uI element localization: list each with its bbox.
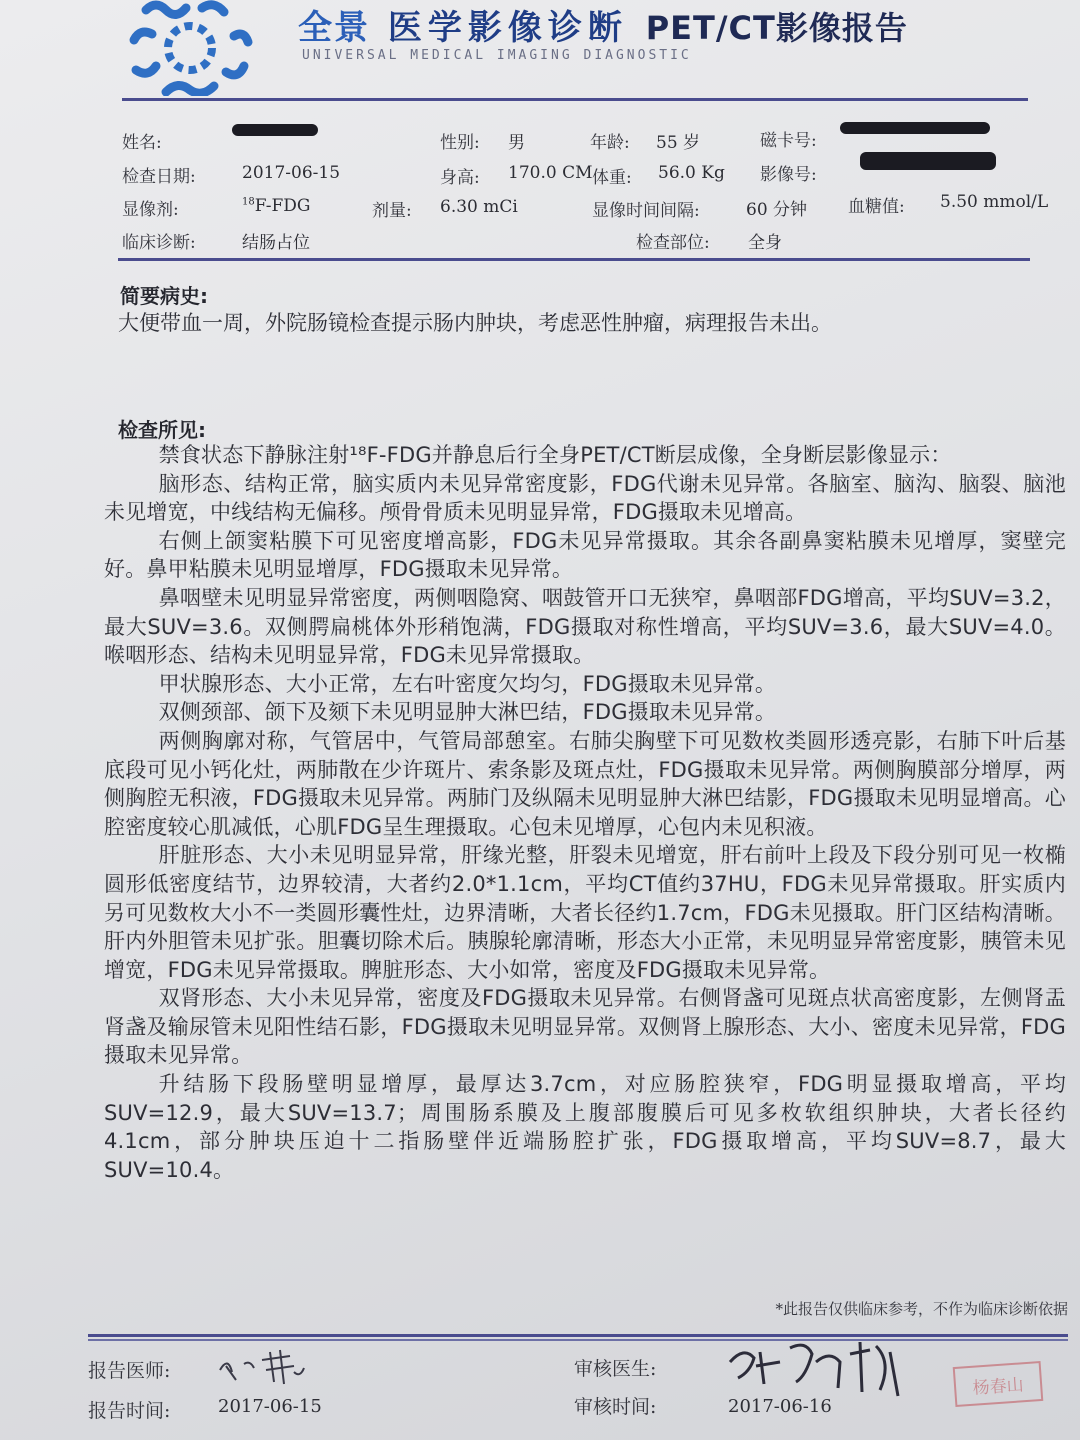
reviewer-signature	[720, 1332, 910, 1402]
region-label: 检查部位:	[636, 233, 710, 253]
findings-paragraph: 两侧胸廓对称，气管居中，气管局部憩室。右肺尖胸壁下可见数枚类圆形透亮影，右肺下叶后基底段可见小钙化灶，两肺散在少许斑片、索条影及斑点灶，FDG摄取未见异常。两侧胸膜部分增厚，两侧胸腔无积液，FDG摄取未见异常。两肺门及纵隔未见明显肿大淋巴结影，FDG摄取未见明显增高。心腔密度较心肌减低，心肌FDG呈生理摄取。心包未见增厚，心包内未见积液。	[104, 728, 1066, 839]
reporter-label: 报告医师:	[88, 1360, 171, 1382]
agent-isotope: 18	[242, 196, 255, 208]
height-value: 170.0 CM	[508, 163, 593, 183]
name-redaction	[232, 124, 318, 136]
glucose-label: 血糖值:	[848, 197, 905, 217]
brand-subtitle: 医学影像诊断	[387, 8, 628, 48]
agent-label: 显像剂:	[122, 200, 179, 220]
findings-paragraph: 双肾形态、大小未见异常，密度及FDG摄取未见异常。右侧肾盏可见斑点状高密度影，左侧肾盂肾盏及输尿管未见阳性结石影，FDG摄取未见明显异常。双侧肾上腺形态、大小、密度未见异常，FDG摄取未见异常。	[104, 986, 1066, 1068]
weight-value: 56.0 Kg	[658, 163, 725, 183]
brand-name: 全景	[298, 8, 370, 48]
reviewer-stamp: 杨春山	[953, 1361, 1044, 1407]
report-title	[298, 0, 908, 48]
dose-value: 6.30 mCi	[440, 197, 518, 217]
report-type: PET/CT影像报告	[645, 9, 908, 47]
card-redaction	[840, 122, 990, 134]
review-time-label: 审核时间:	[574, 1396, 657, 1418]
history-text: 大便带血一周，外院肠镜检查提示肠内肿块，考虑恶性肿瘤，病理报告未出。	[118, 311, 832, 335]
findings-paragraph: 禁食状态下静脉注射¹⁸F-FDG并静息后行全身PET/CT断层成像，全身断层影像显示：	[158, 443, 952, 467]
brand-english: UNIVERSAL MEDICAL IMAGING DIAGNOSTIC	[302, 48, 692, 63]
findings-paragraph: 脑形态、结构正常，脑实质内未见异常密度影，FDG代谢未见异常。各脑室、脑沟、脑裂、脑池未见增宽，中线结构无偏移。颅骨骨质未见明显异常，FDG摄取未见增高。	[104, 471, 1066, 525]
agent-name: F-FDG	[254, 196, 311, 216]
weight-label: 体重:	[592, 168, 632, 188]
name-label: 姓名:	[122, 133, 162, 153]
findings-title: 检查所见:	[118, 418, 206, 442]
findings-paragraph: 右侧上颌窦粘膜下可见密度增高影，FDG未见异常摄取。其余各副鼻窦粘膜未见增厚，窦壁完好。鼻甲粘膜未见明显增厚，FDG摄取未见异常。	[104, 528, 1066, 582]
report-time-value: 2017-06-15	[218, 1396, 322, 1417]
exam-date-value: 2017-06-15	[242, 163, 341, 183]
findings-paragraph: 甲状腺形态、大小正常，左右叶密度欠均匀，FDG摄取未见异常。	[158, 671, 777, 696]
diagnosis-label: 临床诊断:	[122, 233, 196, 253]
interval-label: 显像时间间隔:	[592, 201, 700, 221]
history-title: 简要病史:	[120, 284, 208, 308]
card-label: 磁卡号:	[760, 131, 817, 151]
height-label: 身高:	[440, 168, 480, 188]
dose-label: 剂量:	[372, 201, 412, 221]
image-no-label: 影像号:	[760, 165, 817, 185]
region-value: 全身	[748, 233, 782, 253]
agent-value	[242, 196, 311, 216]
exam-date-label: 检查日期:	[122, 167, 196, 187]
disclaimer: *此报告仅供临床参考，不作为临床诊断依据	[775, 1300, 1068, 1318]
diagnosis-value: 结肠占位	[242, 233, 310, 253]
reviewer-label: 审核医生:	[574, 1358, 657, 1380]
reporter-signature	[214, 1342, 314, 1388]
findings-paragraph: 肝脏形态、大小未见明显异常，肝缘光整，肝裂未见增宽，肝右前叶上段及下段分别可见一枚椭圆形低密度结节，边界较清，大者约2.0*1.1cm，平均CT值约37HU，FDG未见异常摄取。肝实质内另可见数枚大小不一类圆形囊性灶，边界清晰，大者长径约1.7cm，FDG未见摄取。肝门区结构清晰。肝内外胆管未见扩张。胆囊切除术后。胰腺轮廓清晰，形态大小正常，未见明显异常密度影，胰管未见增宽，FDG未见异常摄取。脾脏形态、大小如常，密度及FDG摄取未见异常。	[104, 843, 1066, 982]
footer-rule-top	[88, 1334, 1068, 1337]
age-label: 年龄:	[590, 133, 630, 153]
findings-paragraph: 双侧颈部、颌下及颏下未见明显肿大淋巴结，FDG摄取未见异常。	[158, 700, 777, 725]
findings-body	[104, 441, 1066, 1184]
glucose-value: 5.50 mmol/L	[940, 192, 1049, 212]
header-rule	[122, 98, 1028, 101]
gender-value: 男	[508, 133, 525, 153]
universal-logo-icon	[126, 0, 256, 96]
report-time-label: 报告时间:	[88, 1400, 171, 1422]
gender-label: 性别:	[440, 133, 480, 153]
age-value: 55 岁	[656, 133, 701, 153]
image-no-redaction	[860, 152, 996, 170]
info-rule	[118, 258, 1030, 261]
interval-value: 60 分钟	[746, 200, 808, 220]
findings-paragraph: 鼻咽壁未见明显异常密度，两侧咽隐窝、咽鼓管开口无狭窄，鼻咽部FDG增高，平均SUV=3.2，最大SUV=3.6。双侧腭扁桃体外形稍饱满，FDG摄取对称性增高，平均SUV=3.6，最大SUV=4.0。喉咽形态、结构未见明显异常，FDG未见异常摄取。	[104, 585, 1066, 668]
footer-rule-top-inner	[88, 1339, 1068, 1341]
review-time-value: 2017-06-16	[728, 1396, 832, 1417]
findings-paragraph: 升结肠下段肠壁明显增厚，最厚达3.7cm，对应肠腔狭窄，FDG明显摄取增高，平均SUV=12.9，最大SUV=13.7；周围肠系膜及上腹部腹膜后可见多枚软组织肿块，大者长径约4.1cm，部分肿块压迫十二指肠壁伴近端肠腔扩张，FDG摄取增高，平均SUV=8.7，最大SUV=10.4。	[104, 1072, 1066, 1182]
